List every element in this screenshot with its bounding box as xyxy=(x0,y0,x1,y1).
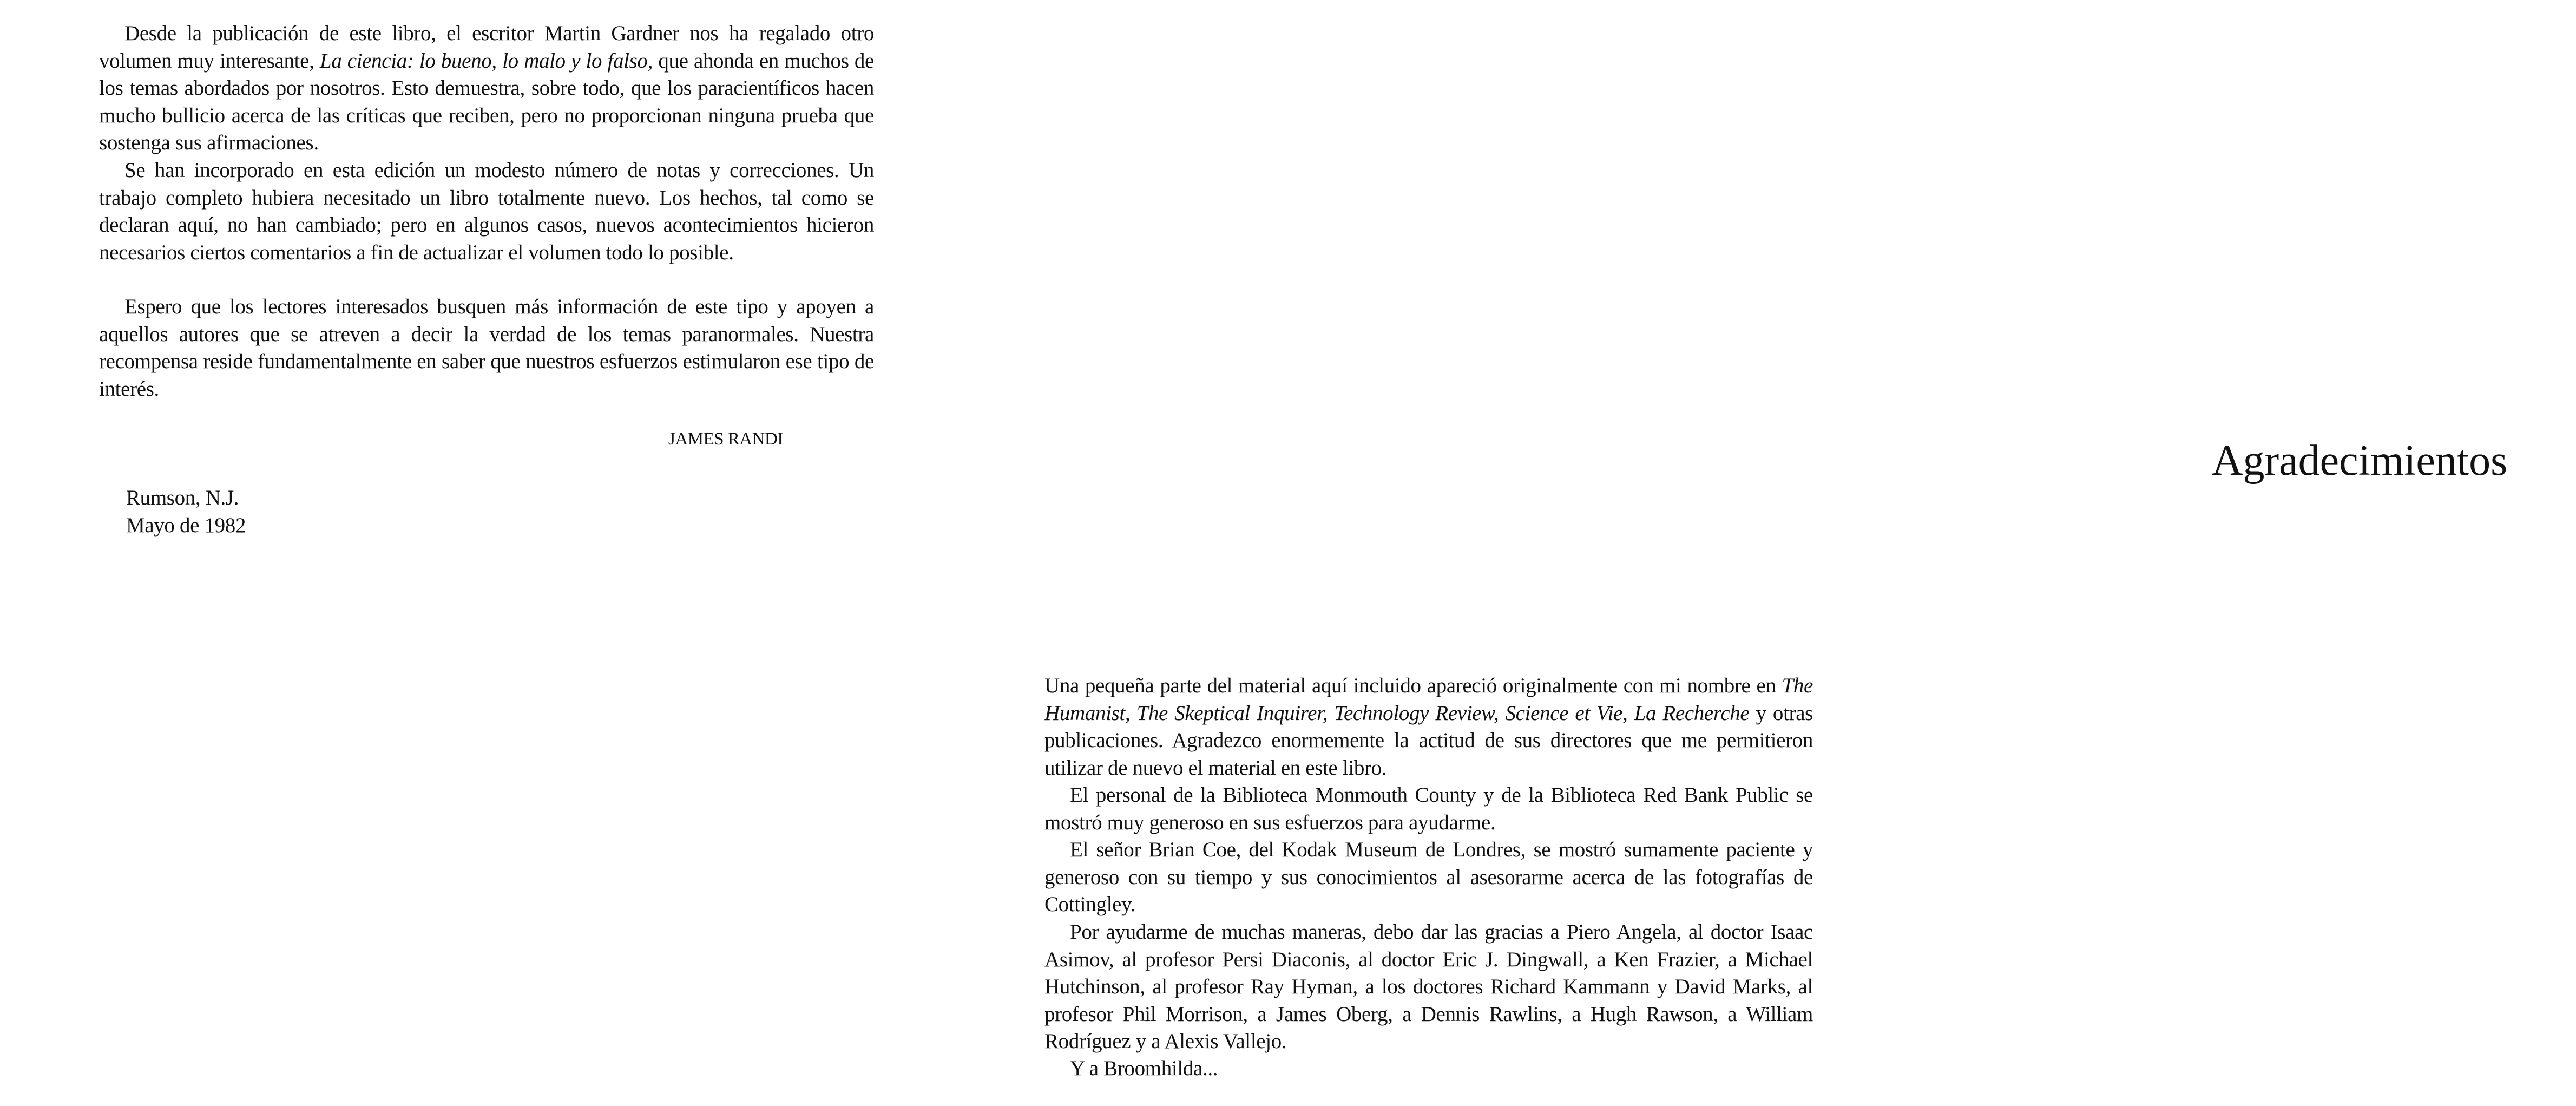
right-paragraph-4: Por ayudarme de muchas maneras, debo dar las gracias a Piero Angela, al doctor Isaac Asimov, al profesor Persi Diaconis, al doctor Eric J. Dingwall, a Ken Frazier, a Michael Hutchinson, al profesor Ray Hyman, a los doctores Richard Kammann y David Marks, al profesor Phil Morrison, a James Oberg, a Dennis Rawlins, a Hugh Rawson, a William Rodríguez y a Alexis Vallejo. xyxy=(1044,920,1813,1053)
section-title: Agradecimientos xyxy=(2211,437,2508,485)
left-paragraph-3: Espero que los lectores interesados busquen más información de este tipo y apoyen a aquellos autores que se atreven a decir la verdad de los temas paranormales. Nuestra recompensa reside fundamentalmente en saber que nuestros esfuerzos estimularon ese tipo de interés. xyxy=(99,295,874,401)
left-paragraph-1-text-start: Desde la publicación de este libro, el escritor Martin Gardner nos ha regalado otro volumen muy interesante, xyxy=(99,22,874,73)
date-line: Mayo de 1982 xyxy=(126,513,246,537)
right-paragraph-1-text-start: Una pequeña parte del material aquí incluido apareció originalmente con mi nombre en xyxy=(1044,674,1782,697)
publications-italic: The Humanist, The Skeptical Inquirer, Technology Review, Science et Vie, La Recherche xyxy=(1044,674,1813,725)
left-page xyxy=(0,0,925,1106)
right-paragraph-2: El personal de la Biblioteca Monmouth County y de la Biblioteca Red Bank Public se mostró muy generoso en sus esfuerzos para ayudarme. xyxy=(1044,783,1813,834)
right-paragraph-1-text-end: y otras publicaciones. Agradezco enormemente la actitud de sus directores que me permitieron utilizar de nuevo el material en este libro. xyxy=(1044,701,1813,780)
place-and-date xyxy=(126,485,246,539)
right-paragraph-3: El señor Brian Coe, del Kodak Museum de Londres, se mostró sumamente paciente y generoso con su tiempo y sus conocimientos al asesorarme acerca de las fotografías de Cottingley. xyxy=(1044,838,1813,916)
left-paragraph-1-text-end: que ahonda en muchos de los temas abordados por nosotros. Esto demuestra, sobre todo, que los paracientíficos hacen mucho bullicio acerca de las críticas que reciben, pero no proporcionan ninguna prueba que sostenga sus afirmaciones. xyxy=(99,49,874,154)
right-paragraph-5: Y a Broomhilda... xyxy=(1070,1057,1218,1080)
left-paragraph-1 xyxy=(99,20,874,157)
author-signature: JAMES RANDI xyxy=(668,429,783,449)
book-title-italic: La ciencia: lo bueno, lo malo y lo falso, xyxy=(319,49,653,73)
right-paragraph-1 xyxy=(1044,672,1813,782)
place-line: Rumson, N.J. xyxy=(126,486,239,509)
left-paragraph-2: Se han incorporado en esta edición un modesto número de notas y correcciones. Un trabajo completo hubiera necesitado un libro totalmente nuevo. Los hechos, tal como se declaran aquí, no han cambiado; pero en algunos casos, nuevos acontecimientos hicieron necesarios ciertos comentarios a fin de actualizar el volumen todo lo posible. xyxy=(99,159,874,264)
